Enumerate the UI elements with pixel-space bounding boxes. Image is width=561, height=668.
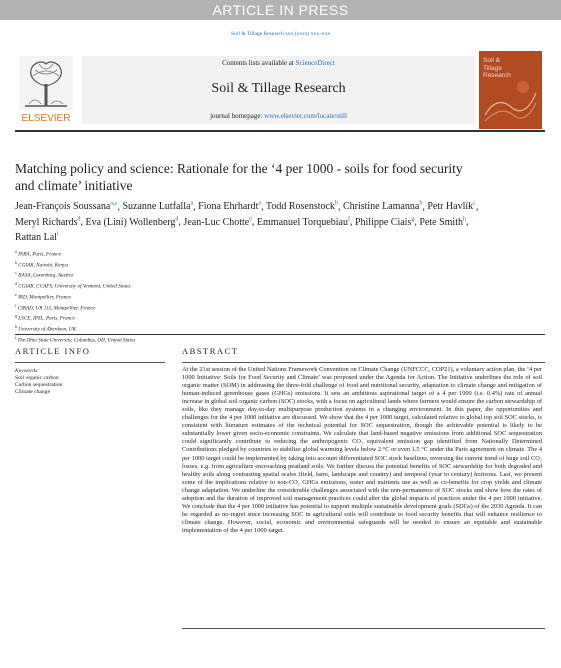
- affiliation-list: [15, 248, 315, 345]
- author[interactable]: [343, 201, 422, 212]
- author[interactable]: [86, 217, 179, 228]
- affiliation-key: c: [15, 270, 17, 276]
- affiliation-text: IIASA, Laxenburg, Austria: [18, 273, 74, 280]
- author[interactable]: [15, 232, 59, 243]
- homepage-link[interactable]: www.elsevier.com/locate/still: [264, 112, 347, 120]
- author-list: Jean-François Soussana$^{a,⁎}$, Suzanne Lutfalla$^a$, Fiona Ehrhardt$^a$, Todd Rosenstock$^b$, Christine Lamanna$^b$, Petr Havlík$^c$, Meryl Richards$^d$, Eva (Lini) Wollenberg$^d$, Jean-Luc Chotte$^e$, Emmanuel Torquebiau$^f$, Philippe Ciais$^g$, Pete Smith$^h$, Rattan Lal$^i$: [15, 201, 479, 243]
- journal-cover-thumbnail[interactable]: [479, 51, 542, 129]
- author-name: Jean-François Soussana: [15, 201, 111, 213]
- affiliation-item: [15, 302, 315, 313]
- affiliation-key: d: [15, 281, 17, 287]
- sciencedirect-link[interactable]: ScienceDirect: [295, 59, 335, 67]
- journal-header: [82, 56, 475, 124]
- affiliation-text: CGIAR, CCAFS, University of Vermont, United States: [18, 283, 131, 290]
- affiliation-item: [15, 248, 315, 259]
- article-title: Matching policy and science: Rationale for the ‘4 per 1000 - soils for food security and climate’ initiative: [15, 161, 463, 193]
- affiliation-text: IRD, Montpellier, France: [18, 294, 71, 301]
- affiliation-item: [15, 269, 315, 280]
- affiliation-text: CIRAD, UR 115, Montpellier, France: [17, 305, 96, 312]
- author-name: Pete Smith: [419, 216, 463, 228]
- author[interactable]: [183, 217, 251, 228]
- author-affiliation-marker[interactable]: b: [334, 201, 338, 207]
- author[interactable]: [15, 201, 117, 212]
- author-affiliation-marker[interactable]: d: [175, 216, 179, 223]
- affiliation-key: f: [15, 302, 17, 308]
- author[interactable]: [355, 217, 414, 228]
- author[interactable]: [257, 217, 350, 228]
- author-affiliation-marker[interactable]: e: [249, 216, 252, 223]
- affiliation-text: LSCE, IPSL, Paris, France: [18, 316, 75, 323]
- author[interactable]: [198, 201, 261, 212]
- affiliation-text: The Ohio State University, Columbus, OH, United States: [17, 337, 136, 344]
- section-divider: [15, 334, 545, 335]
- cover-artwork: [483, 75, 538, 125]
- author[interactable]: [419, 217, 466, 228]
- article-in-press-banner: ARTICLE IN PRESS: [0, 0, 561, 20]
- keywords-list: [15, 375, 62, 396]
- affiliation-item: [15, 291, 315, 302]
- author-affiliation-marker[interactable]: c: [473, 201, 476, 207]
- author-affiliation-marker[interactable]: i: [56, 231, 59, 238]
- affiliation-key: a: [15, 249, 17, 254]
- article-info-heading: ARTICLE INFO: [15, 346, 91, 356]
- author[interactable]: [122, 201, 193, 212]
- journal-citation[interactable]: Soil & Tillage Research xxx (xxxx) xxx–xxx: [231, 31, 330, 37]
- author-name: Suzanne Lutfalla: [122, 201, 191, 213]
- author-affiliation-marker[interactable]: g: [411, 216, 415, 223]
- keyword: Climate change: [15, 389, 50, 395]
- author[interactable]: [266, 201, 338, 212]
- affiliation-key: b: [15, 259, 17, 265]
- cover-title-line-2: Tillage: [483, 64, 502, 72]
- author-name: Fiona Ehrhardt: [198, 201, 259, 213]
- author-affiliation-marker[interactable]: f: [347, 216, 350, 223]
- author-affiliation-marker[interactable]: h: [462, 216, 466, 223]
- contents-prefix: Contents lists available at: [222, 59, 296, 67]
- elsevier-tree-icon: [19, 56, 73, 110]
- affiliation-key: i: [15, 334, 17, 340]
- author-affiliation-marker[interactable]: a: [258, 201, 262, 207]
- contents-line: [82, 59, 475, 67]
- affiliation-item: [15, 259, 315, 270]
- affiliation-item: [15, 334, 315, 345]
- author-affiliation-marker[interactable]: b: [419, 201, 423, 207]
- affiliation-item: [15, 323, 315, 334]
- author-affiliation-marker[interactable]: d: [77, 216, 81, 223]
- affiliation-text: CGIAR, Nairobi, Kenya: [18, 262, 68, 269]
- author-name: Meryl Richards: [15, 216, 78, 228]
- abstract-heading: ABSTRACT: [182, 346, 239, 356]
- author-affiliation-marker[interactable]: a: [190, 201, 194, 207]
- author-name: Emmanuel Torquebiau: [256, 216, 348, 228]
- cover-title-line-3: Research: [483, 72, 511, 79]
- keyword: Carbon sequestration: [15, 382, 63, 388]
- author-name: Philippe Ciais: [354, 216, 412, 228]
- author-name: Rattan Lal: [15, 231, 57, 243]
- journal-title: Soil & Tillage Research: [211, 81, 346, 96]
- author-name: Petr Havlík: [427, 201, 474, 213]
- keywords-label: Keywords:: [15, 368, 40, 374]
- keyword: Soil organic carbon: [15, 375, 59, 381]
- affiliation-key: e: [15, 291, 17, 297]
- elsevier-wordmark: ELSEVIER: [21, 113, 71, 124]
- affiliation-text: University of Aberdeen, UK: [18, 326, 76, 333]
- abstract-body: At the 21st session of the United Nations Framework Convention on Climate Change (UNFCCC, COP21), a voluntary action plan, the ‘4 per 1000 Initiative: Soils for Food Security and Climate’ was proposed under the Agenda for Action. The Initiative underlines the role of soil organic matter (SOM) in addressing the three-fold challenge of food and nutritional security, adaptation to climate change and mitigation of human-induced greenhouse gases (GHGs) emissions. It sets an ambitious aspirational target of a 4 per 1000 (i.e. 0.4%) rate of annual increase in global soil organic carbon (SOC) stocks, with a focus on agricultural lands where farmers would ensure the carbon stewardship of soils, like they manage day-to-day multipurpose production systems in a changing environment. In this paper, the opportunities and challenges for the 4 per 1000 initiative are discussed. We show that the 4 per 1000 target, calculated relative to global top soil SOC stocks, is consistent with literature estimates of the technical potential for SOC sequestration, though the achievable potential is likely to be substantially lower given socio-economic constraints. We calculate that land-based negative emissions from additional SOC sequestration could significantly contribute to reducing the anthropogenic CO₂ equivalent emission gap identified from Nationally Determined Contributions pledged by countries to stabilize global warming levels below 2 °C or even 1.5 °C under the Paris agreement on climate. The 4 per 1000 target could be implemented by taking into account differentiated SOC stock baselines, reversing the current trend of huge soil CO₂ losses, e.g. from agriculture encroaching peatland soils. We further discuss the potential benefits of SOC stewardship for both degraded and healthy soils along contrasting spatial scales (field, farm, landscape and country) and temporal (year to century) horizons. Last, we present some of the implications relative to non-CO₂ GHGs emissions, water and nutrients use as well as co-benefits for crop yields and climate change adaptation. We underline the considerable challenges associated with the non-permanence of SOC stocks and show how the rates of adoption and the duration of improved soil management practices could alter the global impacts of practices under the 4 per 1000 initiative. We conclude that the 4 per 1000 initiative has potential to support multiple sustainable development goals (SDGs) of the 2030 Agenda. It can be regarded as no-regret since increasing SOC in agricultural soils will contribute to food security benefits that will enhance resilience to climate change. However, social, economic and environmental safeguards will be needed to ensure an equitable and sustainable implementation of the 4 per 1000 target.: [182, 366, 542, 534]
- affiliation-key: g: [15, 313, 17, 319]
- journal-homepage: [82, 112, 475, 120]
- affiliation-text: INRA, Paris, France: [18, 251, 62, 258]
- author-name: Christine Lamanna: [342, 201, 420, 213]
- homepage-prefix: journal homepage:: [210, 112, 265, 120]
- affiliation-item: [15, 280, 315, 291]
- abstract-rule: [182, 362, 545, 363]
- author[interactable]: [427, 201, 476, 212]
- cover-title-line-1: Soil &: [483, 57, 500, 64]
- header-divider: [15, 130, 545, 132]
- author-affiliation-marker[interactable]: a,⁎: [110, 201, 118, 207]
- author-name: Todd Rosenstock: [265, 201, 335, 213]
- abstract-bottom-rule: [182, 628, 545, 629]
- author[interactable]: [15, 217, 81, 228]
- author-name: Eva (Lini) Wollenberg: [85, 216, 176, 228]
- author-name: Jean-Luc Chotte: [183, 216, 250, 228]
- affiliation-item: [15, 312, 315, 323]
- affiliation-key: h: [15, 324, 17, 330]
- elsevier-logo[interactable]: [15, 56, 77, 126]
- article-info-rule: [15, 362, 165, 363]
